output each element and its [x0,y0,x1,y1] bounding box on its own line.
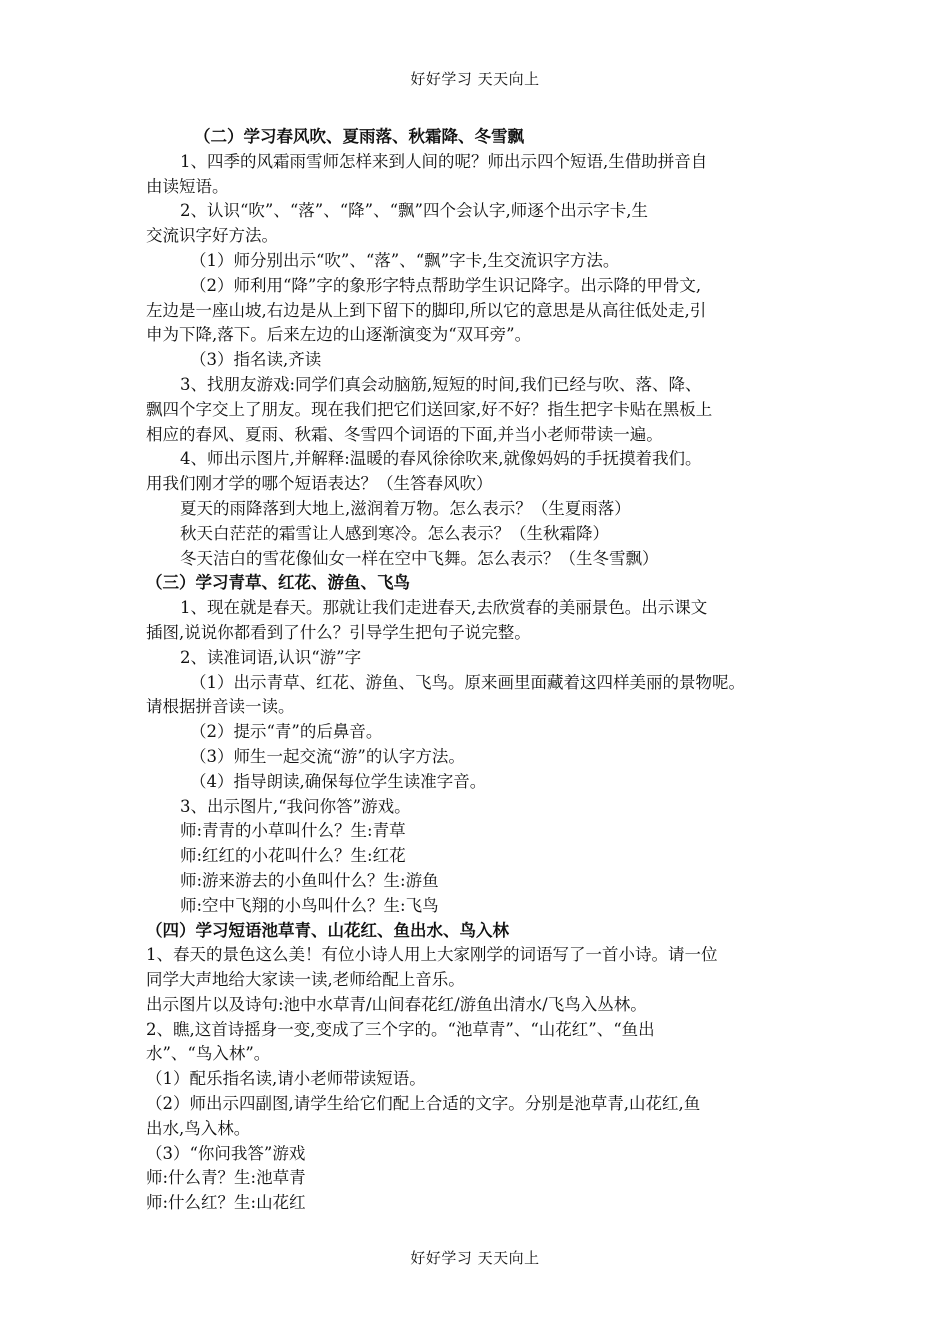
section-heading: （二）学习春风吹、夏雨落、秋霜降、冬雪飘 [194,127,524,146]
page-footer: 好好学习 天天向上 [410,1249,540,1267]
text-line: 冬天洁白的雪花像仙女一样在空中飞舞。怎么表示？（生冬雪飘） [180,548,659,568]
section-heading: （四）学习短语池草青、山花红、鱼出水、鸟入林 [146,920,509,940]
page-header: 好好学习 天天向上 [410,70,540,88]
text-line: 出示图片以及诗句:池中水草青/山间春花红/游鱼出清水/飞鸟入丛林。 [146,994,647,1014]
text-line: （1）出示青草、红花、游鱼、飞鸟。原来画里面藏着这四样美丽的景物呢。 [190,672,745,692]
text-line: 师:空中飞翔的小鸟叫什么？生:飞鸟 [180,895,439,915]
text-line: （2）师利用“降”字的象形字特点帮助学生识记降字。出示降的甲骨文, [190,275,702,295]
text-line: （4）指导朗读,确保每位学生读准字音。 [190,771,487,791]
text-line: 师:青青的小草叫什么？生:青草 [180,821,406,841]
text-line: 2、读准词语,认识“游”字 [180,647,362,667]
text-line: 相应的春风、夏雨、秋霜、冬雪四个词语的下面,并当小老师带读一遍。 [146,424,663,444]
text-line: （3）指名读,齐读 [190,350,322,370]
text-line: 请根据拼音读一读。 [146,697,295,717]
text-line: 3、出示图片,“我问你答”游戏。 [180,796,411,816]
text-line: 夏天的雨降落到大地上,滋润着万物。怎么表示？（生夏雨落） [180,498,631,518]
text-line: 秋天白茫茫的霜雪让人感到寒冷。怎么表示？（生秋霜降） [180,523,609,543]
text-line: 1、现在就是春天。那就让我们走进春天,去欣赏春的美丽景色。出示课文 [180,598,708,618]
text-line: 3、找朋友游戏:同学们真会动脑筋,短短的时间,我们已经与吹、落、降、 [180,374,702,394]
section-heading: （三）学习青草、红花、游鱼、飞鸟 [146,573,410,593]
text-line: 师:红红的小花叫什么？生:红花 [180,846,406,866]
text-line: （1）师分别出示“吹”、“落”、“飘”字卡,生交流识字方法。 [190,250,620,270]
text-line: 用我们刚才学的哪个短语表达？（生答春风吹） [146,474,493,494]
text-line: 1、四季的风霜雨雪师怎样来到人间的呢？师出示四个短语,生借助拼音自 [180,151,708,171]
text-line: 水”、“鸟入林”。 [146,1044,271,1064]
text-line: 交流识字好方法。 [146,226,278,246]
text-line: 4、师出示图片,并解释:温暖的春风徐徐吹来,就像妈妈的手抚摸着我们。 [180,449,702,469]
text-line: 2、瞧,这首诗摇身一变,变成了三个字的。“池草青”、“山花红”、“鱼出 [146,1019,655,1039]
text-line: 申为下降,落下。后来左边的山逐渐演变为“双耳旁”。 [146,325,532,345]
text-line: （3）“你问我答”游戏 [146,1143,306,1163]
document-body [146,125,826,1216]
text-line: （2）师出示四副图,请学生给它们配上合适的文字。分别是池草青,山花红,鱼 [146,1094,701,1114]
text-line: （1）配乐指名读,请小老师带读短语。 [146,1069,426,1089]
text-line: 插图,说说你都看到了什么？引导学生把句子说完整。 [146,622,531,642]
text-line: 师:什么青？生:池草青 [146,1168,306,1188]
text-line: 飘四个字交上了朋友。现在我们把它们送回家,好不好？指生把字卡贴在黑板上 [146,399,713,419]
text-line: 同学大声地给大家读一读,老师给配上音乐。 [146,970,465,990]
text-line: 1、春天的景色这么美！有位小诗人用上大家刚学的词语写了一首小诗。请一位 [146,945,718,965]
text-line: 左边是一座山坡,右边是从上到下留下的脚印,所以它的意思是从高往低处走,引 [146,300,707,320]
text-line: 由读短语。 [146,176,229,196]
text-line: （3）师生一起交流“游”的认字方法。 [190,746,465,766]
text-line: 出水,鸟入林。 [146,1118,251,1138]
text-line: 师:游来游去的小鱼叫什么？生:游鱼 [180,870,439,890]
text-line: 师:什么红？生:山花红 [146,1193,306,1213]
text-line: 2、认识“吹”、“落”、“降”、“飘”四个会认字,师逐个出示字卡,生 [180,201,648,221]
text-line: （2）提示“青”的后鼻音。 [190,722,383,742]
